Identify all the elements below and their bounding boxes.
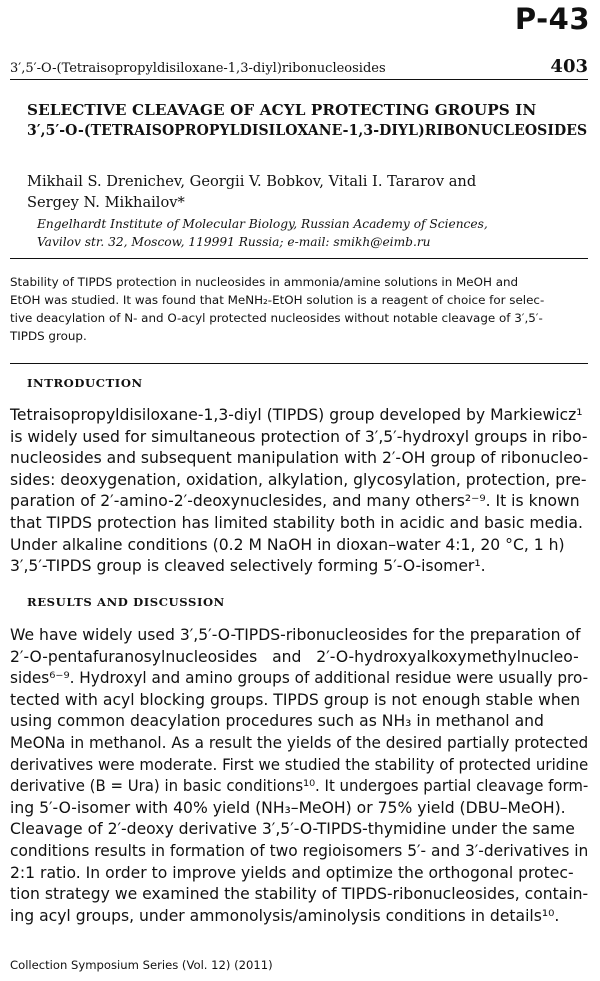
text-line: ing acyl groups, under ammonolysis/aminolysis conditions in details¹⁰. bbox=[10, 906, 560, 925]
abstract-line: TIPDS group. bbox=[10, 329, 87, 343]
text-line: that TIPDS protection has limited stability both in acidic and basic media. bbox=[10, 513, 583, 532]
text-line: MeONa in methanol. As a result the yields of the desired partially protected bbox=[10, 733, 589, 752]
authors-line: Mikhail S. Drenichev, Georgii V. Bobkov, Vitali I. Tararov and bbox=[27, 173, 477, 190]
page-number: 403 bbox=[550, 56, 588, 77]
abstract-line: Stability of TIPDS protection in nucleosides in ammonia/amine solutions in MeOH and bbox=[10, 275, 519, 289]
text-line: 2:1 ratio. In order to improve yields and optimize the orthogonal protec- bbox=[10, 863, 574, 882]
text-line: Cleavage of 2′-deoxy derivative 3′,5′-O-TIPDS-thymidine under the same bbox=[10, 820, 575, 839]
text-line: Tetraisopropyldisiloxane-1,3-diyl (TIPDS) group developed by Markiewicz¹ bbox=[10, 406, 583, 424]
text-line: paration of 2′-amino-2′-deoxynuclesides, and many others²⁻⁹. It is known bbox=[10, 492, 580, 511]
title-line: 3′,5′-O-(TETRAISOPROPYLDISILOXANE-1,3-DIYL)RIBONUCLEOSIDES bbox=[27, 121, 588, 139]
introduction-paragraph bbox=[10, 405, 588, 578]
affiliation bbox=[37, 215, 587, 251]
text-line: is widely used for simultaneous protection of 3′,5′-hydroxyl groups in ribo- bbox=[10, 427, 588, 446]
abstract-top-rule bbox=[10, 258, 588, 259]
text-line: 3′,5′-TIPDS group is cleaved selectively forming 5′-O-isomer¹. bbox=[10, 557, 486, 576]
abstract-line: tive deacylation of N- and O-acyl protected nucleosides without notable cleavage of 3′,5′- bbox=[10, 311, 543, 325]
section-heading-introduction: INTRODUCTION bbox=[27, 376, 143, 390]
abstract-line: EtOH was studied. It was found that MeNH₂-EtOH solution is a reagent of choice for selec- bbox=[10, 293, 545, 307]
running-header bbox=[10, 57, 588, 80]
authors-line: Sergey N. Mikhailov* bbox=[27, 194, 185, 211]
text-line: derivative (B = Ura) in basic conditions¹⁰. It undergoes partial cleavage form- bbox=[10, 777, 589, 796]
section-heading-results: RESULTS AND DISCUSSION bbox=[27, 595, 225, 609]
title-line: SELECTIVE CLEAVAGE OF ACYL PROTECTING GROUPS IN bbox=[27, 101, 537, 119]
authors bbox=[27, 171, 587, 213]
article-title bbox=[27, 100, 587, 140]
text-line: tion strategy we examined the stability of TIPDS-ribonucleosides, contain- bbox=[10, 885, 589, 904]
text-line: Under alkaline conditions (0.2 M NaOH in dioxan–water 4:1, 20 °C, 1 h) bbox=[10, 535, 565, 554]
running-title: 3′,5′-O-(Tetraisopropyldisiloxane-1,3-diyl)ribonucleosides bbox=[10, 61, 386, 76]
footer-series: Collection Symposium Series (Vol. 12) (2011) bbox=[10, 958, 273, 972]
results-paragraph bbox=[10, 625, 588, 927]
text-line: We have widely used 3′,5′-O-TIPDS-ribonucleosides for the preparation of bbox=[10, 626, 581, 644]
text-line: 2′-O-pentafuranosylnucleosides and 2′-O-hydroxyalkoxymethylnucleo- bbox=[10, 647, 579, 666]
text-line: ing 5′-O-isomer with 40% yield (NH₃–MeOH) or 75% yield (DBU–MeOH). bbox=[10, 798, 566, 817]
text-line: nucleosides and subsequent manipulation with 2′-OH group of ribonucleo- bbox=[10, 449, 589, 468]
text-line: conditions results in formation of two regioisomers 5′- and 3′-derivatives in bbox=[10, 841, 589, 860]
text-line: using common deacylation procedures such as NH₃ in methanol and bbox=[10, 712, 544, 731]
text-line: sides: deoxygenation, oxidation, alkylation, glycosylation, protection, pre- bbox=[10, 470, 587, 489]
text-line: sides⁶⁻⁹. Hydroxyl and amino groups of additional residue were usually pro- bbox=[10, 669, 589, 688]
affiliation-line: Engelhardt Institute of Molecular Biology, Russian Academy of Sciences, bbox=[37, 217, 488, 231]
text-line: derivatives were moderate. First we studied the stability of protected uridine bbox=[10, 755, 589, 774]
affiliation-line: Vavilov str. 32, Moscow, 119991 Russia; e-mail: smikh@eimb.ru bbox=[37, 235, 431, 249]
abstract bbox=[10, 273, 588, 345]
abstract-bottom-rule bbox=[10, 363, 588, 364]
text-line: tected with acyl blocking groups. TIPDS group is not enough stable when bbox=[10, 690, 581, 709]
paper-id: P-43 bbox=[514, 2, 590, 36]
